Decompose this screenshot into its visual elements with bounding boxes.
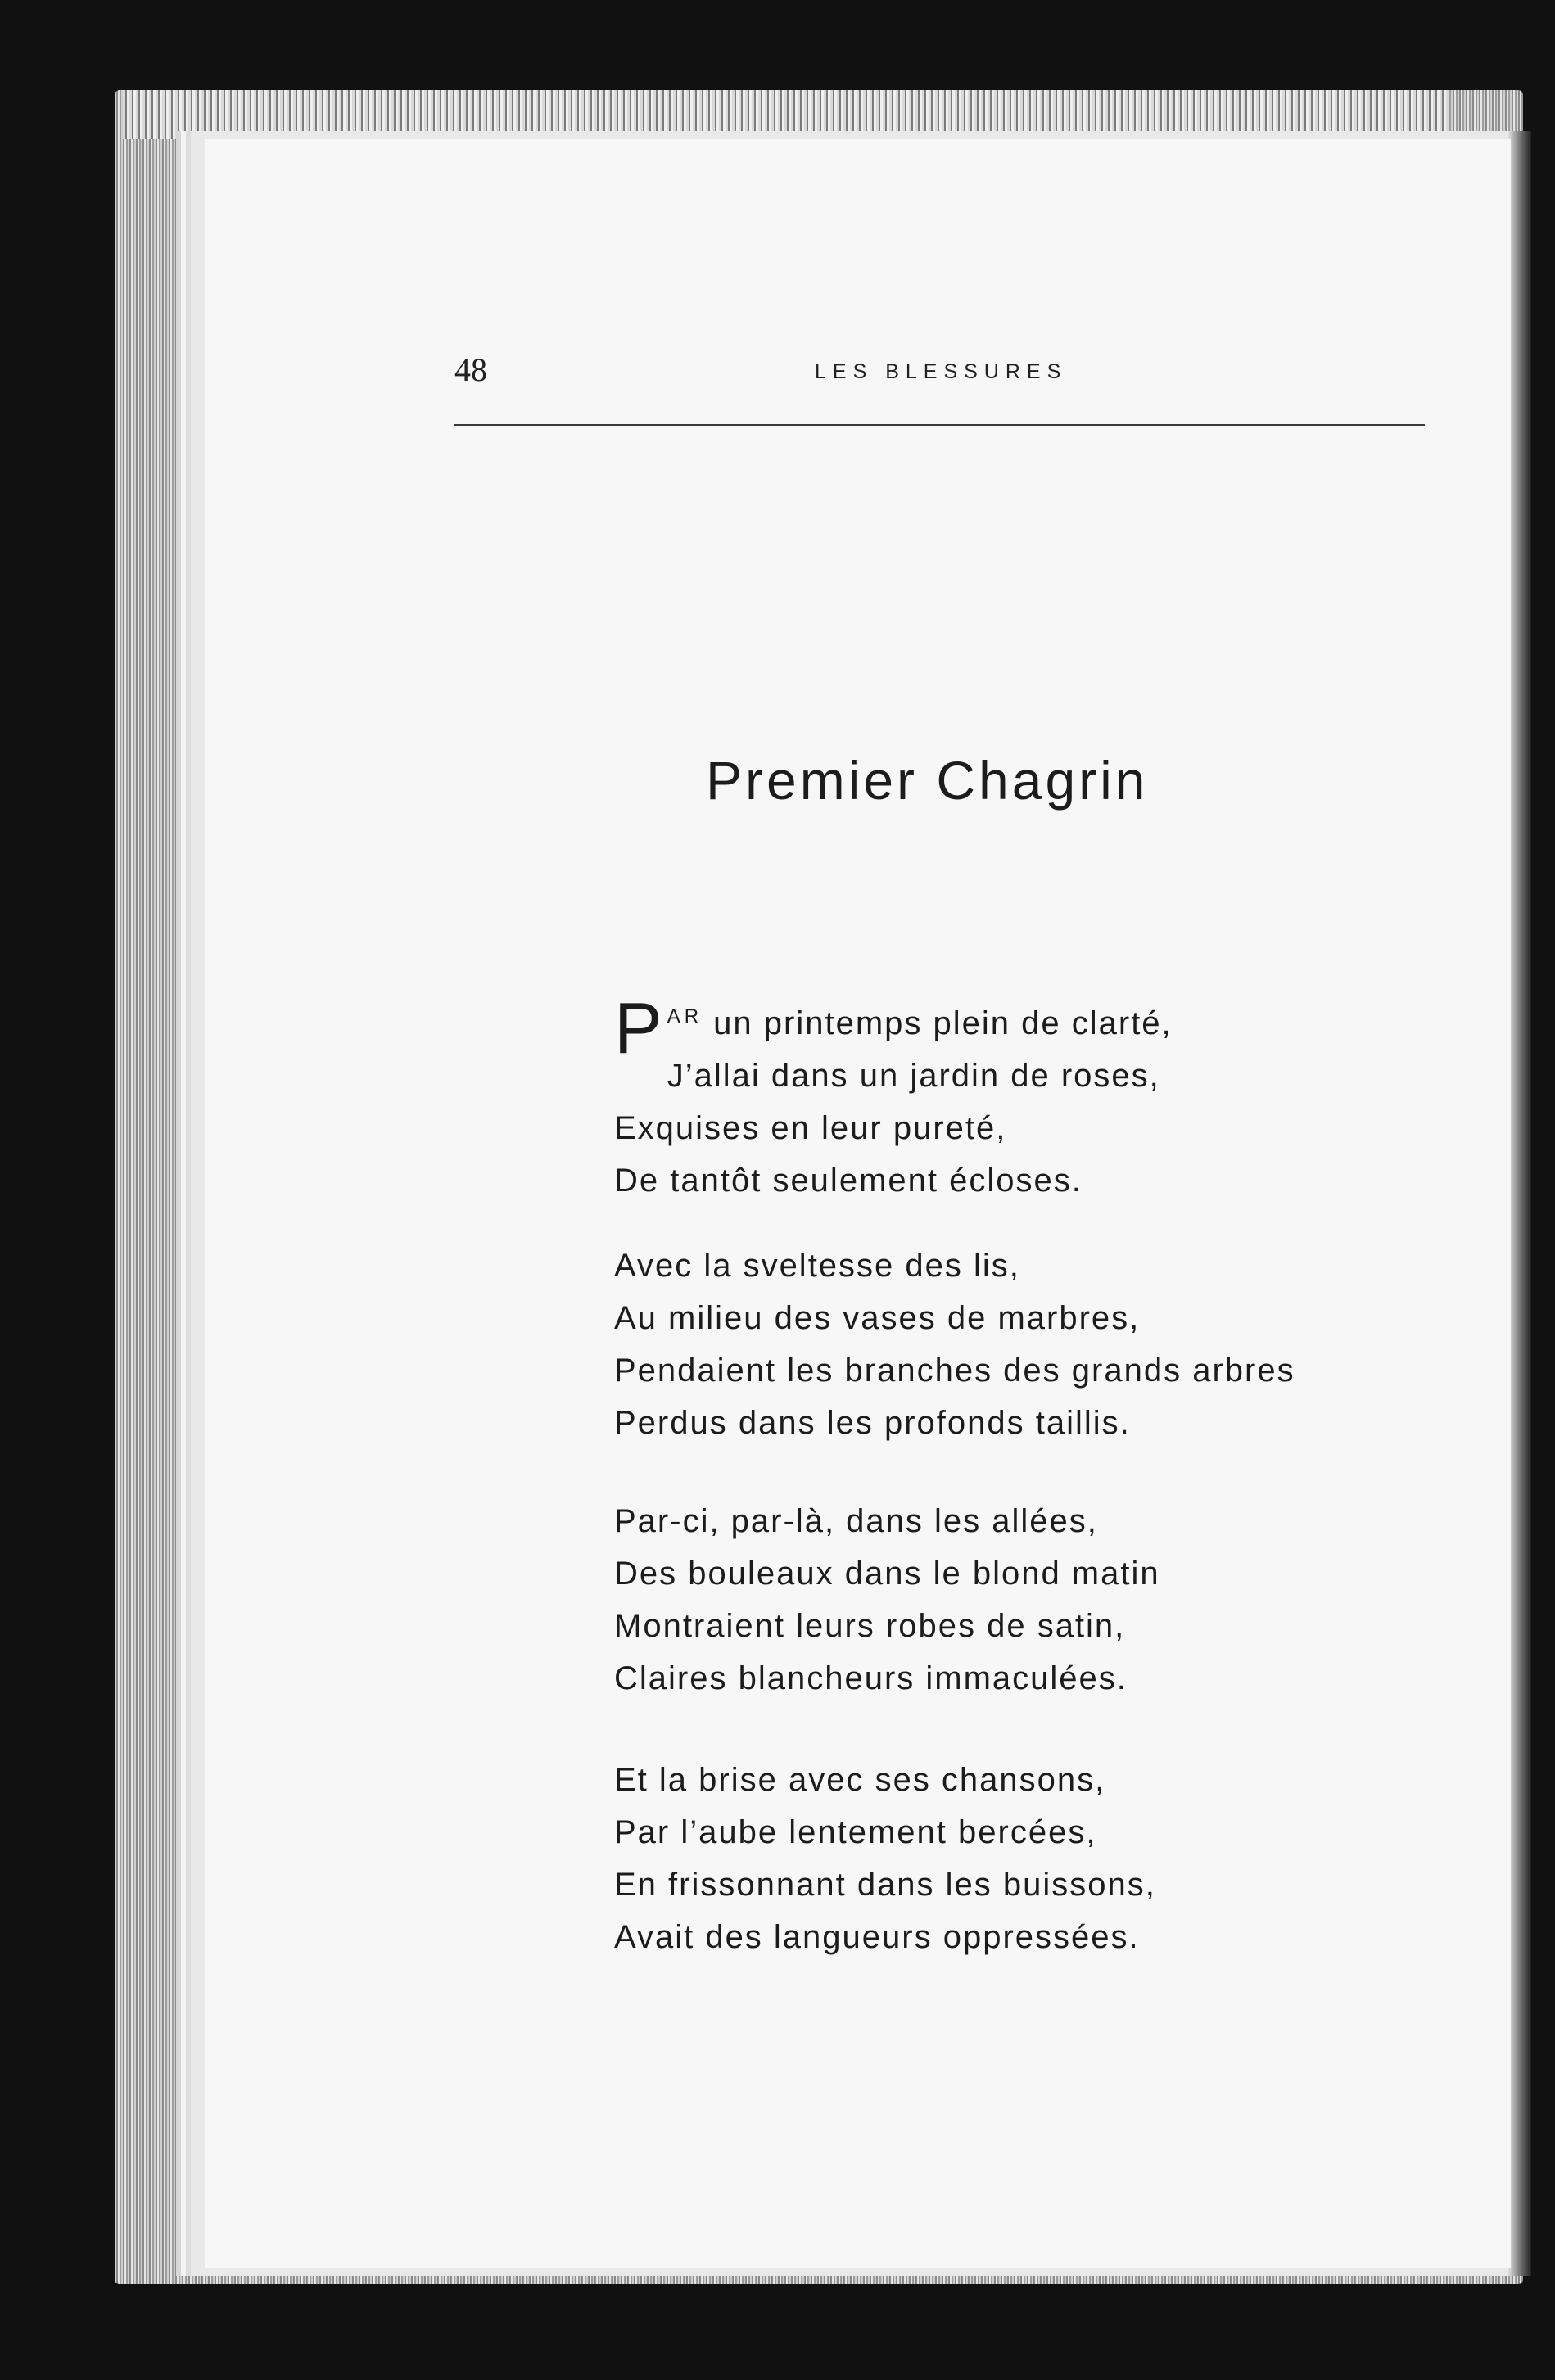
- stanza-2-line-1: Avec la sveltesse des lis,: [614, 1248, 1020, 1284]
- stanza-3-line-4: Claires blancheurs immaculées.: [614, 1660, 1128, 1696]
- stanza-2-line-2: Au milieu des vases de marbres,: [614, 1300, 1141, 1336]
- running-head-title: LES BLESSURES: [815, 360, 1068, 383]
- stanza-4-line-4: Avait des langueurs oppressées.: [614, 1919, 1140, 1955]
- stanza-1-line-3: Exquises en leur pureté,: [614, 1110, 1007, 1146]
- page-number: 48: [454, 351, 487, 388]
- drop-cap: P: [614, 987, 664, 1068]
- line-text: un printemps plein de clarté,: [703, 1005, 1173, 1041]
- stanza-3-line-2: Des bouleaux dans le blond matin: [614, 1556, 1160, 1592]
- stanza-2: [614, 1240, 1295, 1449]
- poem-title: Premier Chagrin: [706, 750, 1149, 811]
- stanza-4-line-1: Et la brise avec ses chansons,: [614, 1762, 1106, 1798]
- stanza-2-line-3: Pendaient les branches des grands arbres: [614, 1353, 1295, 1389]
- stanza-3-line-1: Par-ci, par-là, dans les allées,: [614, 1503, 1098, 1539]
- stanza-4: [614, 1754, 1156, 1963]
- small-caps: AR: [667, 1005, 703, 1027]
- stanza-4-line-2: Par l’aube lentement bercées,: [614, 1814, 1097, 1850]
- stanza-3: [614, 1495, 1160, 1705]
- stanza-1-line-2: J’allai dans un jardin de roses,: [667, 1058, 1160, 1094]
- stanza-1-line-4: De tantôt seulement écloses.: [614, 1163, 1083, 1199]
- running-head: [454, 350, 1425, 426]
- stanza-2-line-4: Perdus dans les profonds taillis.: [614, 1405, 1131, 1441]
- stanza-3-line-3: Montraient leurs robes de satin,: [614, 1608, 1126, 1644]
- stanza-4-line-3: En frissonnant dans les buissons,: [614, 1867, 1156, 1903]
- stanza-1-line-1: [614, 991, 1173, 1050]
- stanza-1: [614, 987, 1173, 1207]
